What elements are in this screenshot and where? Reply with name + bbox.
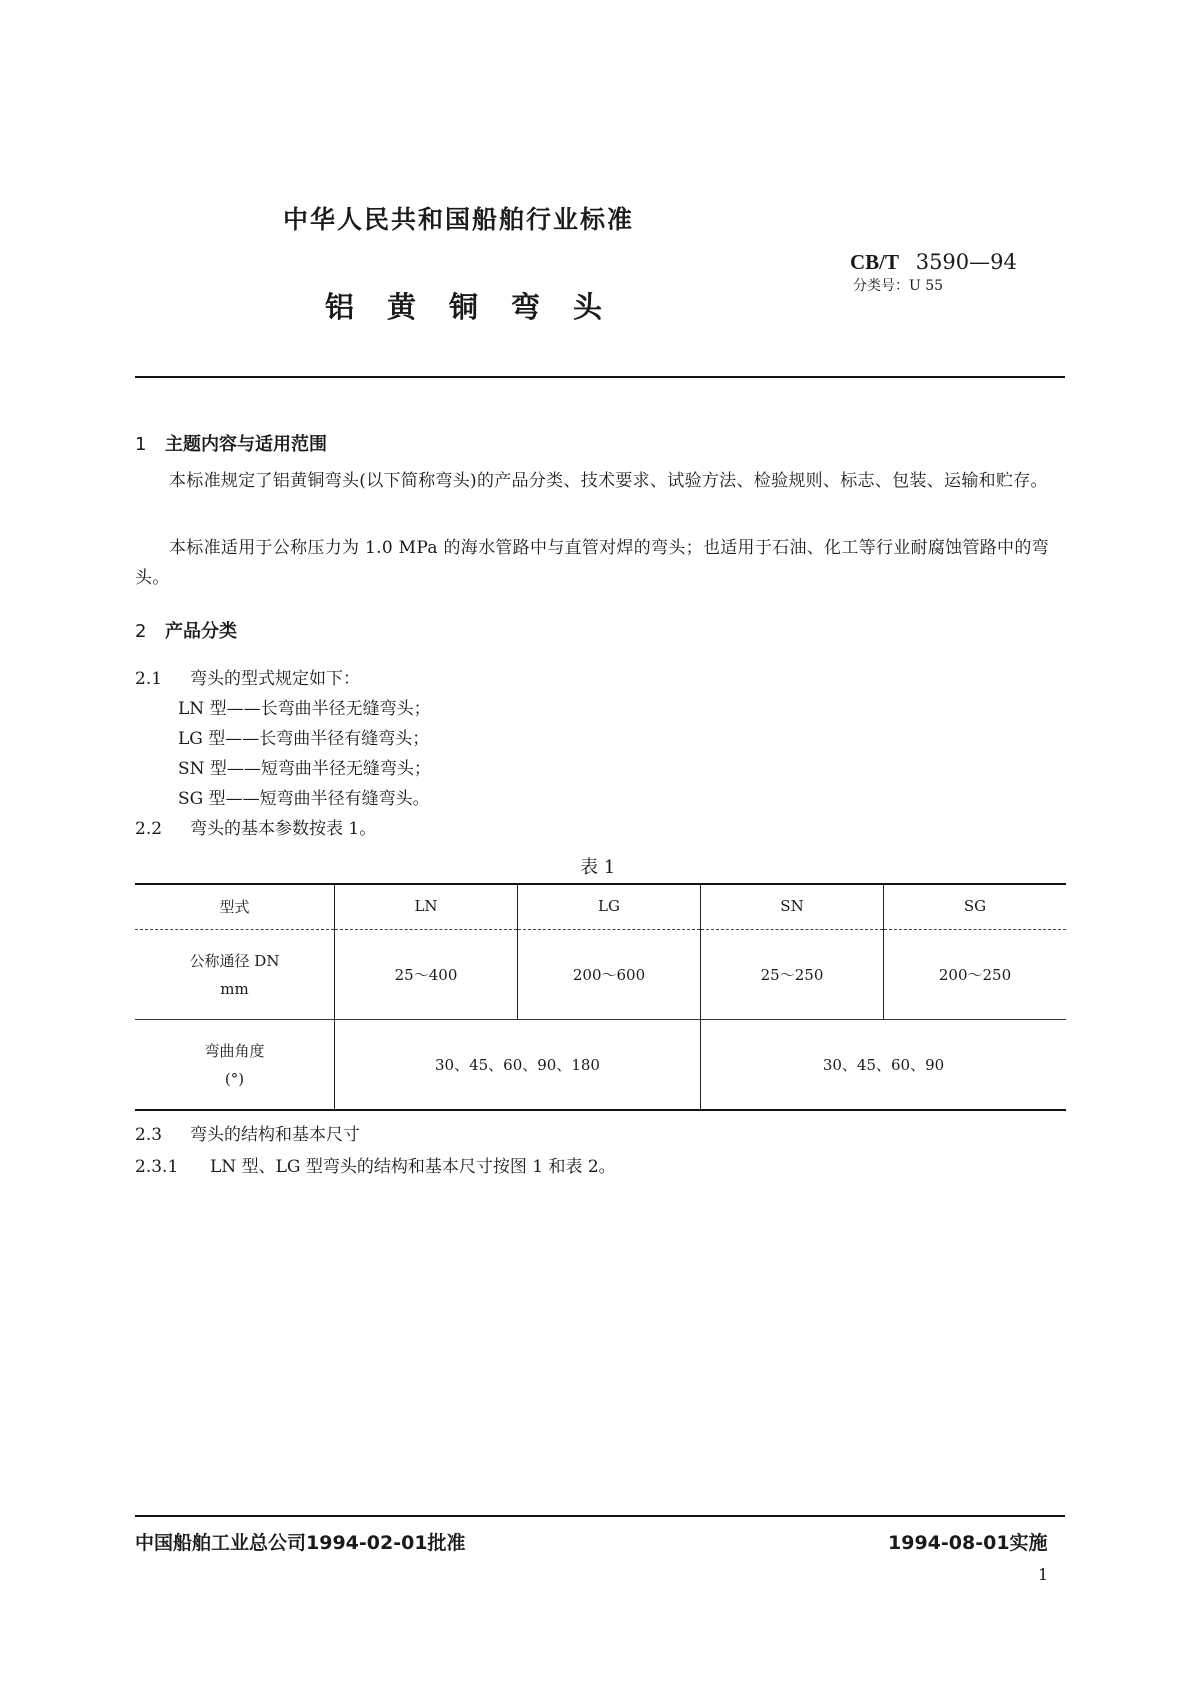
clause-2-3-text: 弯头的结构和基本尺寸 [190, 1125, 360, 1145]
document-title: 铝黄铜弯头 [325, 290, 636, 324]
standard-prefix: CB/T [850, 250, 900, 274]
angle-value-long: 30、45、60、90、180 [335, 1020, 701, 1110]
section-1-paragraph-1: 本标准规定了铝黄铜弯头(以下简称弯头)的产品分类、技术要求、试验方法、检验规则、标志、包装、运输和贮存。 [169, 471, 1048, 491]
classification-number: 分类号：U 55 [853, 278, 944, 294]
table-1 [135, 883, 1066, 1109]
table-row-bend-angle [135, 1020, 1066, 1110]
table-1-caption: 表 1 [580, 857, 616, 878]
header-cell-sg: SG [884, 883, 1067, 930]
page-number: 1 [1038, 1565, 1049, 1584]
clause-2-3-1-number: 2.3.1 [135, 1157, 179, 1177]
header-cell-ln: LN [335, 883, 518, 930]
section-1-paragraph-2: 本标准适用于公称压力为 1.0 MPa 的海水管路中与直管对焊的弯头；也适用于石油、化工等行业耐腐蚀管路中的弯头。 [135, 538, 1049, 588]
section-2-title: 产品分类 [165, 621, 237, 642]
clause-2-3-number: 2.3 [135, 1125, 163, 1145]
footer-divider [135, 1515, 1065, 1517]
clause-2-1-number: 2.1 [135, 669, 163, 689]
clause-2-3-1 [135, 1152, 616, 1177]
angle-value-short: 30、45、60、90 [822, 1055, 945, 1074]
bend-angle-unit: (°) [224, 1069, 245, 1088]
type-sn: SN 型——短弯曲半径无缝弯头； [178, 759, 431, 779]
type-ln: LN 型——长弯曲半径无缝弯头； [178, 699, 431, 719]
dn-value-ln: 25～400 [335, 930, 518, 1020]
nominal-diameter-unit: mm [220, 979, 249, 998]
header-divider [135, 376, 1065, 378]
table-bottom-rule [135, 1109, 1066, 1111]
clause-2-1 [135, 664, 360, 689]
approval-info: 中国船舶工业总公司1994-02-01批准 [135, 1532, 466, 1554]
type-sg: SG 型——短弯曲半径有缝弯头。 [178, 789, 430, 809]
header-cell-lg: LG [518, 883, 701, 930]
standard-header-title: 中华人民共和国船舶行业标准 [283, 205, 635, 234]
row-label-nominal-diameter [135, 930, 335, 1020]
header-cell-type: 型式 [135, 883, 335, 930]
section-1-number: 1 [135, 434, 147, 455]
nominal-diameter-label: 公称通径 DN [189, 951, 280, 970]
dn-value-sn: 25～250 [701, 930, 884, 1020]
section-1-title: 主题内容与适用范围 [165, 434, 327, 455]
dn-value-lg: 200～600 [518, 930, 701, 1020]
clause-2-1-text: 弯头的型式规定如下： [190, 669, 360, 689]
type-lg: LG 型——长弯曲半径有缝弯头； [178, 729, 430, 749]
clause-2-2-text: 弯头的基本参数按表 1。 [190, 819, 377, 839]
standard-code: 3590—94 [915, 250, 1017, 274]
table-top-rule [135, 883, 1066, 885]
bend-angle-label: 弯曲角度 [204, 1041, 265, 1060]
standard-number [850, 250, 1017, 275]
clause-2-3-1-text: LN 型、LG 型弯头的结构和基本尺寸按图 1 和表 2。 [210, 1157, 616, 1177]
row-label-bend-angle [135, 1020, 335, 1110]
clause-2-2 [135, 814, 376, 839]
section-2-heading [135, 617, 237, 643]
header-cell-sn: SN [701, 883, 884, 930]
dn-value-sg: 200～250 [884, 930, 1067, 1020]
clause-2-3 [135, 1120, 360, 1145]
section-2-number: 2 [135, 621, 147, 642]
table-row-nominal-diameter [135, 930, 1066, 1020]
clause-2-2-number: 2.2 [135, 819, 163, 839]
section-1-heading [135, 430, 327, 456]
implementation-date: 1994-08-01实施 [888, 1532, 1048, 1554]
table-header-row [135, 883, 1066, 930]
